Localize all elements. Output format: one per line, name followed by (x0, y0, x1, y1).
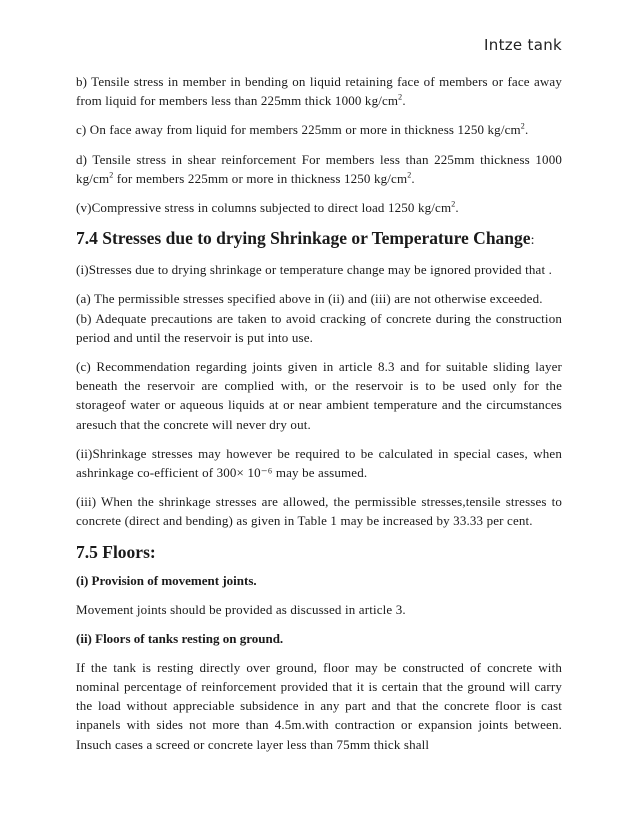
paragraph-7-4-i: (i)Stresses due to drying shrinkage or temperature change may be ignored provided that . (76, 262, 553, 278)
paragraph-b: b) Tensile stress in member in bending on liquid retaining face of members or face away from liquid for members less than 225mm thick 1000 $kg/cm^2$. (76, 74, 562, 109)
section-heading-7-4: 7.4 Stresses due to drying Shrinkage or Temperature Change: (76, 228, 535, 249)
paragraph-c: c) On face away from liquid for members 225mm or more in thickness 1250 $kg/cm^2$. (76, 122, 529, 138)
paragraph-d: d) Tensile stress in shear reinforcement For members less than 225mm thickness 1000 $kg/cm^2$ for members 225mm or more in thickness 1250 $kg/cm^2$. (76, 151, 562, 186)
subheading-floors-on-ground: (ii) Floors of tanks resting on ground. (76, 630, 284, 646)
subheading-movement-joints: (i) Provision of movement joints. (76, 572, 257, 588)
page-body (76, 72, 562, 764)
paragraph-7-4-b: (b) Adequate precautions are taken to avoid cracking of concrete during the construction period and until the reservoir is put into use. (76, 310, 562, 345)
running-header: Intze tank (484, 36, 562, 54)
paragraph-floors-on-ground: If the tank is resting directly over ground, floor may be constructed of concrete with nominal percentage of reinforcement provided that it is certain that the ground will carry the load without appreciable subsidence in any part and that the concrete floor is cast inpanels with sides not more than 4.5m.with contraction or expansion joints between. Insuch cases a screed or concrete layer less than 75mm thick shall (76, 659, 562, 752)
paragraph-7-4-iii: (iii) When the shrinkage stresses are allowed, the permissible stresses,tensile stresses to concrete (direct and bending) as given in Table 1 may be increased by 33.33 per cent. (76, 494, 562, 529)
paragraph-7-4-ii: (ii)Shrinkage stresses may however be required to be calculated in special cases, when ashrinkage co-efficient of 300× 10⁻⁶ may be assumed. (76, 445, 562, 481)
paragraph-v: (v)Compressive stress in columns subjected to direct load 1250 $kg/cm^2$. (76, 199, 459, 216)
paragraph-7-4-a: (a) The permissible stresses specified above in (ii) and (iii) are not otherwise exceeded. (76, 291, 543, 307)
paragraph-movement-joints: Movement joints should be provided as discussed in article 3. (76, 601, 406, 617)
section-heading-7-5: 7.5 Floors: (76, 541, 156, 562)
paragraph-7-4-c: (c) Recommendation regarding joints given in article 8.3 and for suitable sliding layer beneath the reservoir are complied with, or the reservoir is to be used only for the storageof water or aqueous liquids at or near ambient temperature and the circumstances aresuch that the concrete will never dry out. (76, 359, 562, 432)
